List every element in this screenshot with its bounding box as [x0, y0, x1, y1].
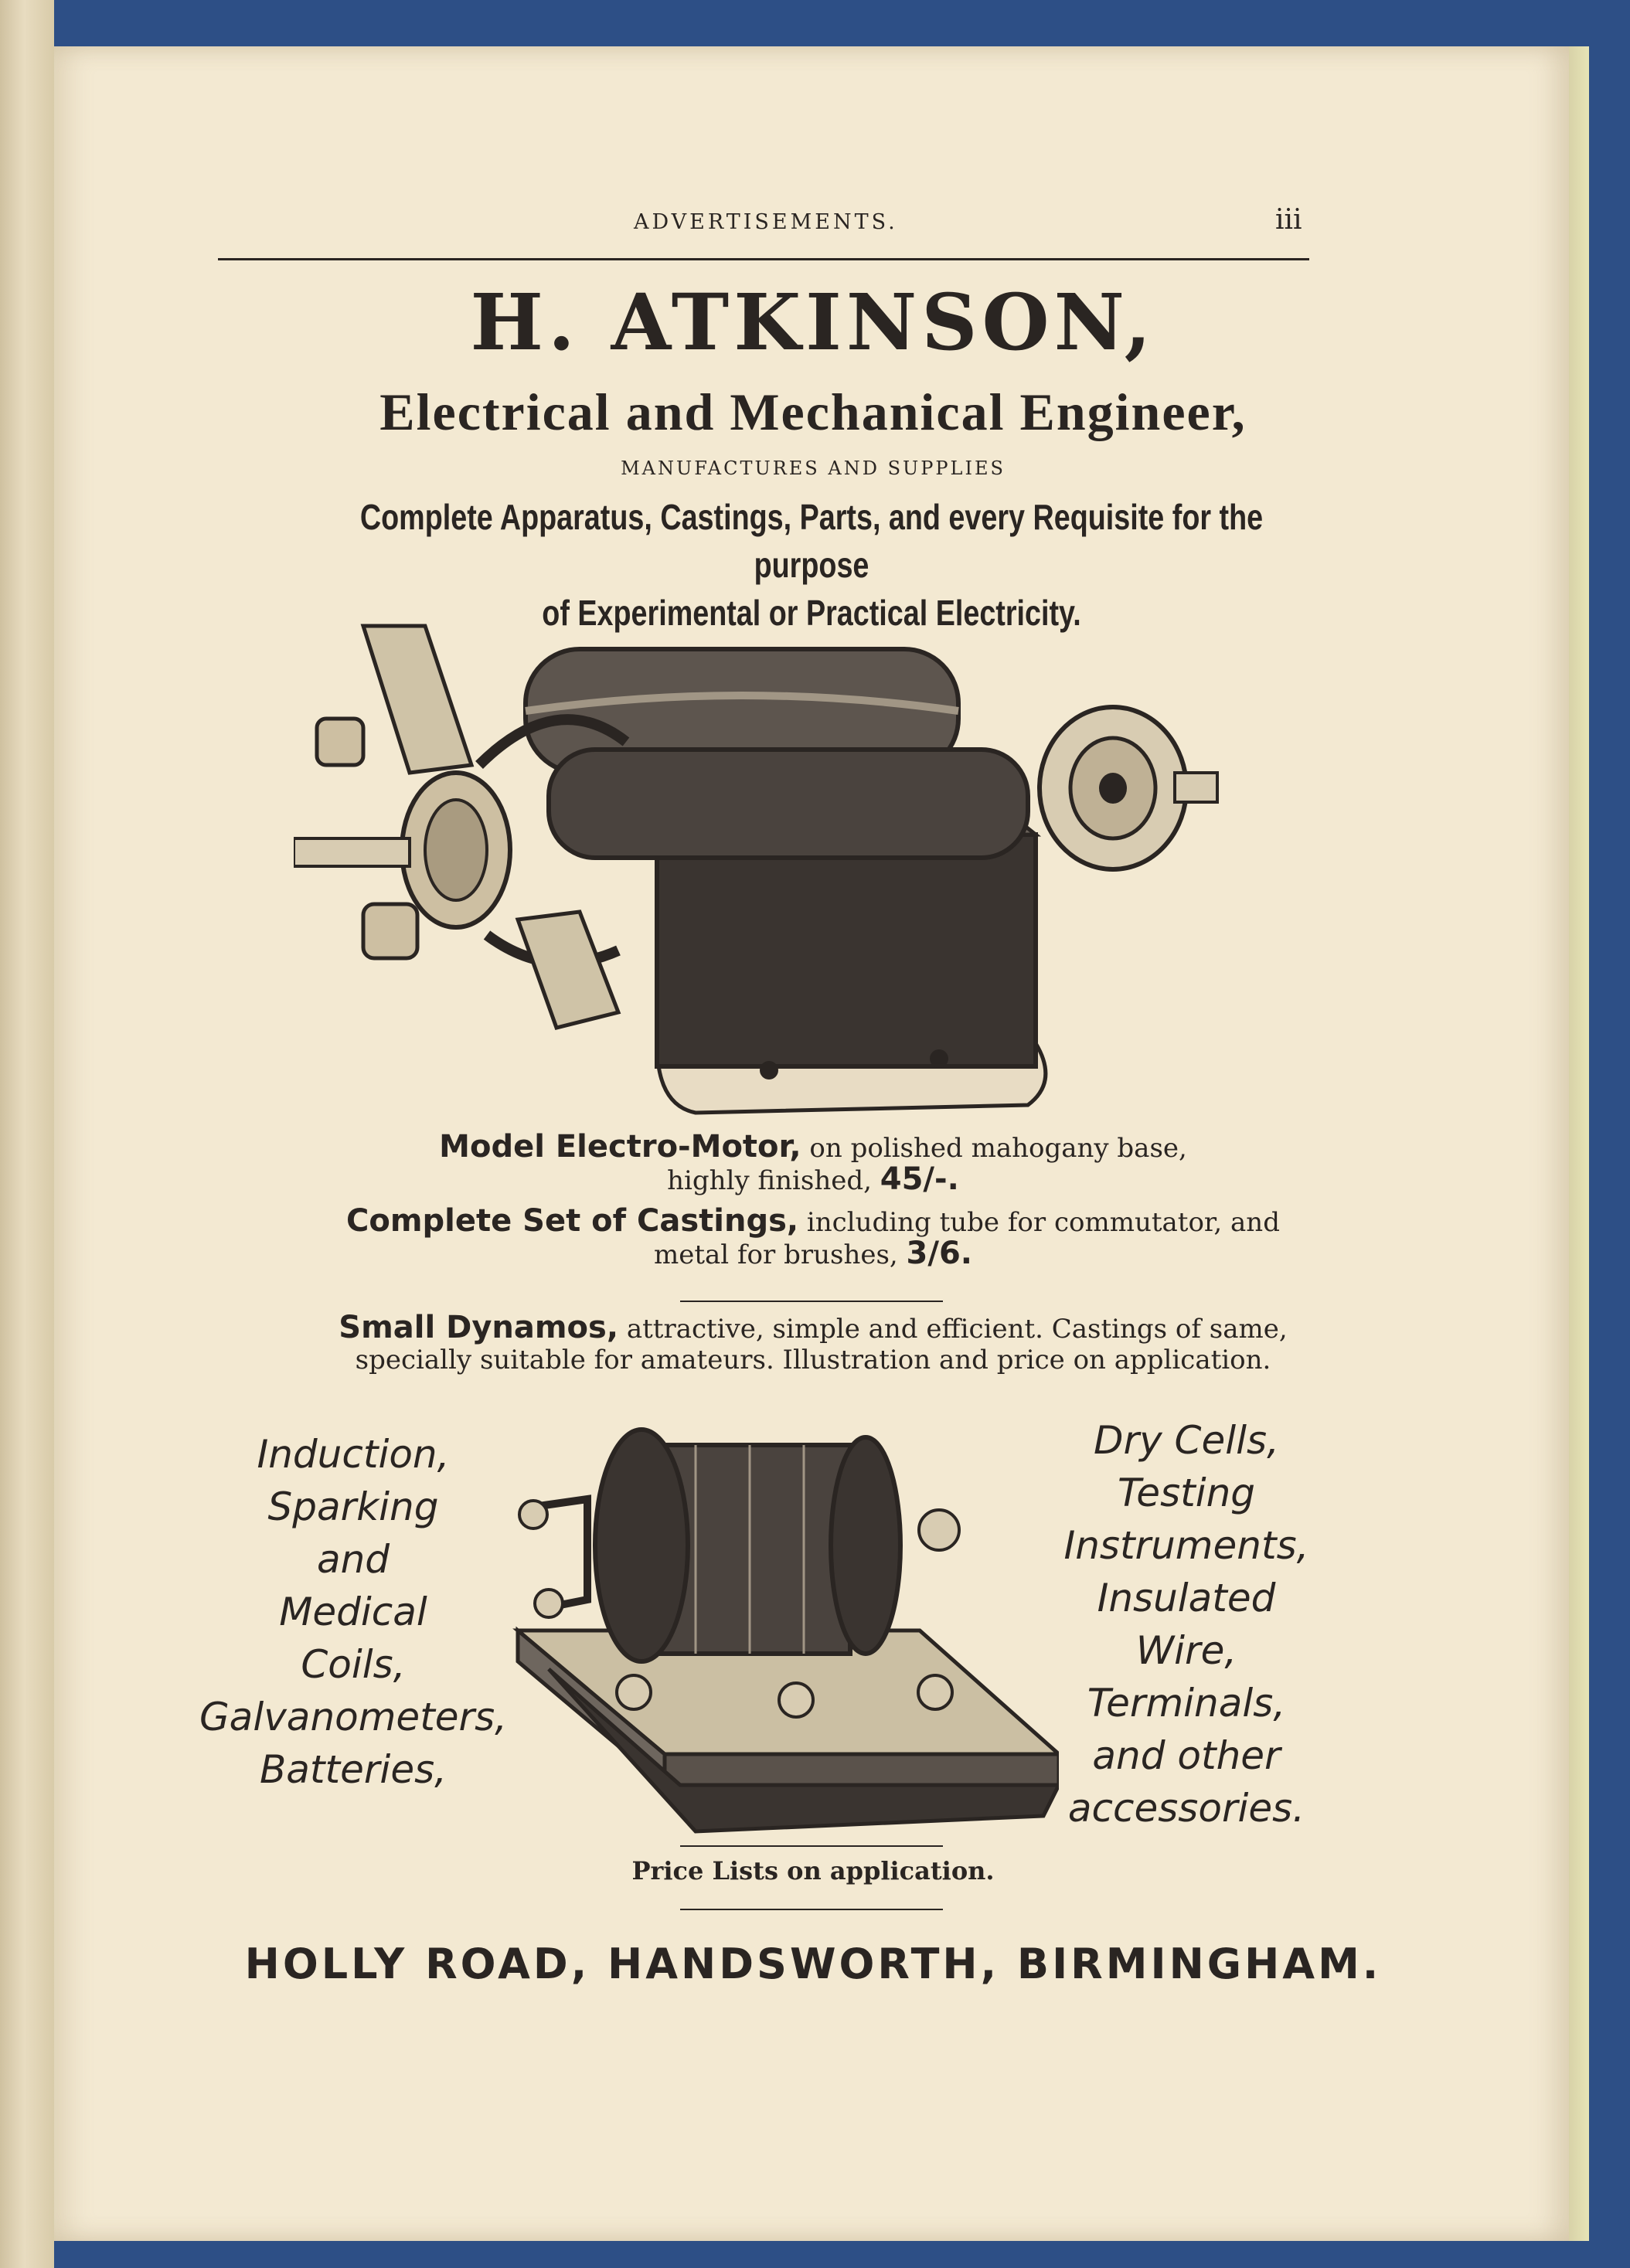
castings-desc-2: metal for brushes, [653, 1239, 898, 1270]
castings-line-1 [218, 1205, 1408, 1238]
motor-desc-2: highly finished, [667, 1165, 872, 1196]
list-item: Medical [279, 1590, 427, 1634]
right-product-list [1051, 1414, 1322, 1834]
motor-name: Model Electro-Motor, [439, 1129, 801, 1165]
electro-motor-illustration [294, 610, 1237, 1120]
motor-line-2 [218, 1161, 1408, 1197]
castings-description [218, 1205, 1408, 1270]
list-item: Testing [1117, 1471, 1256, 1515]
dynamos-name: Small Dynamos, [339, 1310, 619, 1345]
caption-rule-bottom [680, 1909, 943, 1910]
list-item: Batteries, [259, 1747, 447, 1792]
dynamos-description [202, 1312, 1424, 1375]
motor-description [218, 1131, 1408, 1196]
list-item: Dry Cells, [1094, 1418, 1279, 1463]
list-item: Coils, [301, 1642, 406, 1687]
dynamos-desc-1: attractive, simple and efficient. Castings of same, [626, 1314, 1288, 1345]
advertiser-profession: Electrical and Mechanical Engineer, [379, 383, 1247, 441]
list-item: Galvanometers, [199, 1695, 508, 1739]
induction-coil-illustration [502, 1414, 1059, 1847]
left-product-list [195, 1428, 512, 1796]
advertiser-address: HOLLY ROAD, HANDSWORTH, BIRMINGHAM. [244, 1940, 1382, 1988]
advertiser-name: H. ATKINSON, [470, 277, 1156, 368]
page-edge [1569, 46, 1589, 2241]
dynamos-line-1 [202, 1312, 1424, 1345]
lead-line-2: of Experimental or Practical Electricity. [542, 593, 1081, 633]
header-rule [218, 258, 1309, 260]
list-item: Wire, [1135, 1628, 1237, 1673]
motor-price: 45/-. [880, 1161, 959, 1197]
castings-desc-1: including tube for commutator, and [806, 1207, 1280, 1238]
book-spine-left [0, 0, 54, 2268]
motor-line-1 [218, 1131, 1408, 1164]
castings-name: Complete Set of Castings, [346, 1203, 799, 1239]
page-number: iii [1275, 204, 1302, 236]
list-item: Terminals, [1087, 1681, 1286, 1726]
running-head: ADVERTISEMENTS. [634, 210, 898, 234]
list-item: and [316, 1537, 390, 1582]
list-item: Instruments, [1063, 1523, 1309, 1568]
caption-rule-top [680, 1845, 943, 1847]
lead-line-1: Complete Apparatus, Castings, Parts, and every Requisite for the purpose [359, 497, 1264, 585]
dynamos-line-2: specially suitable for amateurs. Illustration and price on application. [355, 1345, 1271, 1375]
list-item: Sparking [267, 1484, 439, 1529]
list-item: Insulated [1097, 1576, 1276, 1620]
section-rule [680, 1301, 943, 1302]
castings-price: 3/6. [906, 1236, 972, 1271]
price-lists-caption: Price Lists on application. [631, 1856, 995, 1885]
motor-desc-1: on polished mahogany base, [809, 1133, 1187, 1164]
manufactures-line: MANUFACTURES AND SUPPLIES [621, 457, 1006, 479]
castings-line-2 [218, 1238, 1408, 1270]
list-item: and other [1092, 1733, 1281, 1778]
list-item: accessories. [1067, 1786, 1305, 1831]
list-item: Induction, [257, 1432, 450, 1477]
